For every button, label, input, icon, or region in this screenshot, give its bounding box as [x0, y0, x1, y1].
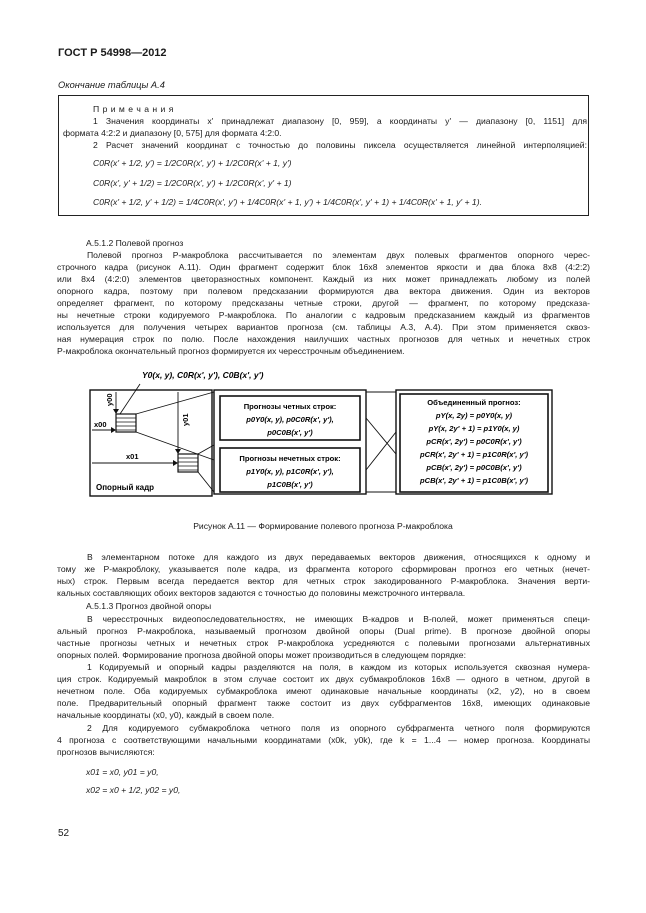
para-513-line-3: частные прогнозы четных и нечетных строк P-макроблока усредняются с полевыми прогнозами альтернативных	[57, 638, 590, 648]
equation-1: x01 = x0, y01 = y0,	[86, 767, 159, 777]
note-item-1: 1 Значения координаты x' принадлежат диапазону [0, 959], а координаты y' — диапазону [0, 1151] для	[93, 116, 587, 126]
item1-line-2: ция строк. Кодируемый макроблок в этом случае состоит их двух субмакроблоков 16x8 — одного в четном, другой в	[57, 674, 590, 684]
para-vectors-line-3: ных) строк. Первым всегда передается вектор для четных строк закодированного P-макроблока. Значения верти-	[57, 576, 590, 586]
note-item-2: 2 Расчет значений координат с точностью до половины пиксела осуществляется линейной интерполяцией:	[93, 140, 587, 150]
para-513-line-4: опорных полей. Формирование прогноза двойной опоры может производиться в следующем порядке:	[57, 650, 466, 660]
odd-box-title: Прогнозы нечетных строк:	[239, 454, 341, 463]
figure-a11	[80, 362, 560, 510]
merged-box-line-2: pY(x, 2y' + 1) = p1Y0(x, y)	[428, 424, 520, 433]
item2-line-2: 4 прогноза с соответствующими начальными координатами (x0k, y0k), где k = 1...4 — номер прогноза. Координаты	[57, 735, 590, 745]
para-512-line-9: P-макроблока окончательный прогноз формируется их чересстрочным объединением.	[57, 346, 405, 356]
note-title: П р и м е ч а н и я	[93, 104, 174, 114]
equation-2: x02 = x0 + 1/2, y02 = y0,	[86, 785, 181, 795]
item2-line-3: прогнозов вычисляются:	[57, 747, 155, 757]
para-vectors-line-4: кальных составляющих обоих векторов задаются с точностью до половины межстрочного интервала.	[57, 588, 466, 598]
item1-line-5: начальные координаты (x0, y0), каждый в своем поле.	[57, 710, 275, 720]
para-vectors-line-1: В элементарном потоке для каждого из двух передаваемых векторов движения, относящихся к одному и	[87, 552, 590, 562]
note-formula-1: C0R(x' + 1/2, y') = 1/2C0R(x', y') + 1/2C0R(x' + 1, y')	[93, 158, 292, 168]
note-formula-2: C0R(x', y' + 1/2) = 1/2C0R(x', y') + 1/2C0R(x', y' + 1)	[93, 178, 292, 188]
ref-block-odd	[178, 454, 198, 472]
page-number: 52	[58, 828, 70, 839]
para-512-line-3: или 8x4 (4:2:0) элементов цветоразностных компонент. Каждый из них может принадлежать любому из полей	[57, 274, 590, 284]
ref-block-even	[116, 414, 136, 432]
label-y00: y00	[105, 393, 114, 406]
merged-box-line-4: pCR(x', 2y' + 1) = p1C0R(x', y')	[419, 450, 529, 459]
standard-header: ГОСТ Р 54998—2012	[58, 47, 167, 59]
note-formula-3: C0R(x' + 1/2, y' + 1/2) = 1/4C0R(x', y') + 1/4C0R(x' + 1, y') + 1/4C0R(x', y' + 1) + 1/4C0R(x' + 1, y' + 1).	[93, 197, 482, 207]
para-513-line-1: В чересстрочных видеопоследовательностях, не имеющих B-кадров и B-полей, может применяться специ-	[87, 614, 590, 624]
table-continuation-label: Окончание таблицы А.4	[58, 80, 165, 90]
para-512-line-5: определяет фрагмент, по которому предсказаны четные строки, другой — фрагмент, по которому предсказа-	[57, 298, 590, 308]
even-box-line-2: p0C0B(x', y')	[267, 428, 313, 437]
para-512-line-6: ны нечетные строки кодируемого P-макроблока. По аналогии с кадровым предсказанием каждый из фрагментов	[57, 310, 590, 320]
label-x00: x00	[94, 420, 107, 429]
label-y01: y01	[181, 413, 190, 426]
merged-box-line-3: pCR(x', 2y') = p0C0R(x', y')	[426, 437, 522, 446]
item2-line-1: 2 Для кодируемого субмакроблока четного поля из опорного субфрагмента четного поля формируются	[87, 723, 590, 733]
label-x01: x01	[126, 452, 139, 461]
para-vectors-line-2: тому же P-макроблоку, указывается поле кадра, из фрагмента которого сформирован прогноз его четных (нечет-	[57, 564, 590, 574]
para-512-line-1: Полевой прогноз P-макроблока рассчитывается по элементам двух полевых фрагментов опорного черес-	[87, 250, 590, 260]
merged-box-line-5: pCB(x', 2y') = p0C0B(x', y')	[426, 463, 522, 472]
section-heading-a512: А.5.1.2 Полевой прогноз	[86, 238, 184, 248]
merged-box-line-6: pCB(x', 2y' + 1) = p1C0B(x', y')	[419, 476, 529, 485]
even-box-line-1: p0Y0(x, y), p0C0R(x', y'),	[246, 415, 334, 424]
figure-top-label: Y0(x, y), C0R(x', y'), C0B(x', y')	[142, 370, 264, 380]
odd-box-line-1: p1Y0(x, y), p1C0R(x', y'),	[246, 467, 334, 476]
item1-line-3: нечетном поле. Оба кодируемых субмакроблока имеют одинаковые начальные координаты (x2, y2), но в своем	[57, 686, 590, 696]
odd-box-line-2: p1C0B(x', y')	[267, 480, 313, 489]
ref-frame-label: Опорный кадр	[96, 483, 155, 492]
section-heading-a513: А.5.1.3 Прогноз двойной опоры	[86, 601, 212, 611]
item1-line-4: поле. Предварительный опорный фрагмент также состоит из двух субфрагментов 16x8, имеющих одинаковые	[57, 698, 590, 708]
even-box-title: Прогнозы четных строк:	[243, 402, 337, 411]
para-512-line-4: опорного кадра, поэтому при полевом предсказании формируются два вектора движения. Один из векторов	[57, 286, 590, 296]
para-512-line-7: используется для получения четырех вариантов прогноза (см. таблицы А.3, А.4). При этом применяется сквоз-	[57, 322, 590, 332]
merged-box-line-1: pY(x, 2y) = p0Y0(x, y)	[435, 411, 513, 420]
figure-caption: Рисунок А.11 — Формирование полевого прогноза P-макроблока	[193, 521, 453, 531]
para-513-line-2: альный прогноз P-макроблока, называемый прогнозом двойной опоры (Dual prime). В прогнозе двойной опоры	[57, 626, 590, 636]
merged-box-title: Объединенный прогноз:	[427, 398, 521, 407]
item1-line-1: 1 Кодируемый и опорный кадры разделяются на поля, в каждом из которых используется сквозная нумера-	[87, 662, 590, 672]
para-512-line-8: ная нумерация строк по полю. После нахождения наилучших частных прогнозов для четных и нечетных строк	[57, 334, 590, 344]
para-512-line-2: строчного кадра (рисунок А.11). Один фрагмент содержит блок 16x8 элементов яркости и два блока 8x8 (4:2:2)	[57, 262, 590, 272]
note-item-1-cont: формата 4:2:2 и диапазону [0, 575] для формата 4:2:0.	[63, 128, 282, 138]
